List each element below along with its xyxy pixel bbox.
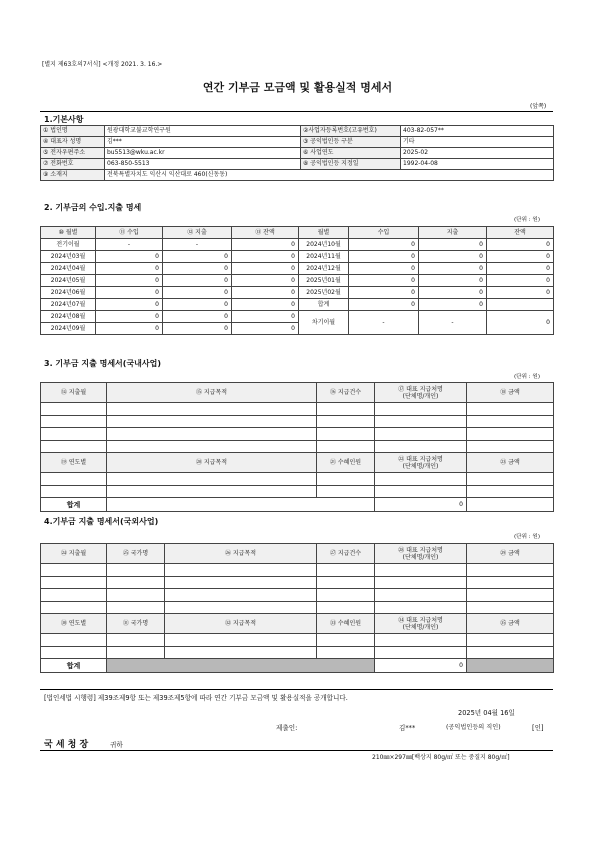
empty-cell [375,485,467,498]
income-expense-header: ⑩ 월별 [41,227,96,239]
table-row [41,646,554,659]
column-header: ㉙ 금액 [467,544,554,564]
empty-cell [467,576,554,589]
table-row [41,263,554,275]
empty-cell [165,646,317,659]
value-biz-year: 2025-02 [401,148,554,159]
empty-cell [317,403,375,416]
column-header: ⑮ 지급목적 [107,383,317,403]
right-cell: 0 [419,239,487,251]
table-row [41,299,554,311]
column-header: ⑭ 지출월 [41,383,107,403]
empty-cell [165,589,317,602]
total-label: 합계 [41,659,107,673]
section4-unit: (단위 : 원) [514,534,541,540]
table-row [41,564,554,577]
table-row [41,403,554,416]
empty-cell [317,428,375,441]
left-cell: 0 [232,311,299,323]
income-expense-header: 수입 [349,227,419,239]
section3-title: 3. 기부금 지출 명세서(국내사업) [44,359,162,368]
column-header: ⑯ 지급건수 [317,383,375,403]
empty-cell [165,576,317,589]
empty-cell [41,415,107,428]
empty-cell [41,473,107,486]
header-row [41,544,554,564]
empty-cell [375,601,467,614]
empty-cell [107,634,165,647]
total-row [41,498,554,512]
empty-cell [375,428,467,441]
right-cell: 2024년12월 [299,263,349,275]
empty-cell [467,485,554,498]
left-cell: 0 [96,287,163,299]
empty-cell [41,601,107,614]
column-header: ㉑ 수혜인원 [317,453,375,473]
right-cell: 0 [487,287,554,299]
left-cell: 0 [96,251,163,263]
column-header: ㉒ 대표 지급처명 (단체명/개인) [375,453,467,473]
right-cell: 0 [487,239,554,251]
column-header: ⑰ 대표 지급처명 (단체명/개인) [375,383,467,403]
income-expense-header: ⑬ 잔액 [232,227,299,239]
left-cell: 2024년08월 [41,311,96,323]
value-biz-no: 403-82-057** [401,126,554,137]
income-expense-table [40,226,554,335]
empty-cell [467,601,554,614]
right-cell: 0 [419,251,487,263]
left-cell: 2024년09월 [41,323,96,335]
left-cell: 0 [96,311,163,323]
empty-cell [375,576,467,589]
left-cell: 0 [163,311,232,323]
law-statement: [법인세법 시행령] 제39조제9항 또는 제39조제5항에 따라 연간 기부금 모금액 및 활용실적을 공개합니다. [44,694,348,702]
value-email: bu5513@wku.ac.kr [105,148,301,159]
empty-cell [41,485,107,498]
section2-title: 2. 기부금의 수입.지출 명세 [44,203,142,212]
table-row [41,634,554,647]
seal-mark: [인] [532,724,544,732]
right-cell: 0 [487,275,554,287]
table-row [41,251,554,263]
form-reference: [별지 제63호의7서식] <개정 2021. 3. 16.> [42,61,163,68]
table-row [41,576,554,589]
left-cell: 0 [96,263,163,275]
empty-cell [467,646,554,659]
empty-cell [107,473,317,486]
submission-date: 2025년 04월 16일 [458,709,515,717]
total-filler [107,498,375,512]
left-cell: 0 [232,275,299,287]
section4-title: 4.기부금 지출 명세서(국외사업) [44,517,159,526]
empty-cell [375,634,467,647]
left-cell: 0 [96,323,163,335]
overseas-expense-table [40,543,554,673]
total-label: 합계 [41,498,107,512]
right-cell: 0 [349,239,419,251]
value-designation-date: 1992-04-08 [401,159,554,170]
total-row [41,659,554,673]
left-cell: 0 [232,263,299,275]
value-corp-type: 기타 [401,137,554,148]
left-cell: 0 [232,239,299,251]
right-cell: 0 [349,275,419,287]
empty-cell [467,634,554,647]
total-filler [467,659,554,673]
column-header: ㉚ 연도별 [41,614,107,634]
column-header: ㉞ 대표 지급처명 (단체명/개인) [375,614,467,634]
left-cell: 2024년04월 [41,263,96,275]
empty-cell [107,576,165,589]
domestic-expense-table [40,382,554,512]
empty-cell [375,646,467,659]
column-header: ⑲ 연도별 [41,453,107,473]
left-cell: 2024년06월 [41,287,96,299]
empty-cell [107,403,317,416]
empty-cell [467,440,554,453]
table-row [41,473,554,486]
empty-cell [107,601,165,614]
left-cell: 0 [232,299,299,311]
label-phone: ⑦ 전화번호 [41,159,105,170]
left-cell: 0 [163,287,232,299]
left-cell: 0 [232,251,299,263]
column-header: ㉟ 금액 [467,614,554,634]
table-row [41,239,554,251]
empty-cell [317,440,375,453]
empty-cell [317,485,375,498]
total-count: 0 [375,659,467,673]
empty-cell [467,473,554,486]
empty-cell [41,440,107,453]
label-email: ⑤ 전자우편주소 [41,148,105,159]
section3-unit: (단위 : 원) [514,374,541,380]
empty-cell [317,601,375,614]
right-cell: 0 [419,287,487,299]
table-row [41,415,554,428]
addressee-suffix: 귀하 [110,741,123,749]
label-corp-name: ① 법인명 [41,126,105,137]
column-header: ⑳ 지급목적 [107,453,317,473]
left-cell: 0 [163,323,232,335]
empty-cell [467,564,554,577]
right-cell: 2024년10월 [299,239,349,251]
submitter-label: 제출인: [276,724,298,732]
left-cell: 0 [163,275,232,287]
left-cell: 0 [96,299,163,311]
label-biz-no: ②사업자등록번호(고유번호) [301,126,401,137]
carry-over-cell: - [419,311,487,335]
empty-cell [375,440,467,453]
carry-over-cell: 차기이월 [299,311,349,335]
empty-cell [317,634,375,647]
section1-title: 1.기본사항 [44,115,84,124]
value-corp-name: 원광대학교불교학연구원 [105,126,301,137]
header-row [41,383,554,403]
table-row [41,428,554,441]
empty-cell [41,576,107,589]
carry-over-cell: - [349,311,419,335]
right-cell: 0 [487,251,554,263]
total-filler [107,659,375,673]
section2-unit: (단위 : 원) [514,217,541,223]
empty-cell [317,564,375,577]
label-address: ⑨ 소재지 [41,170,105,181]
empty-cell [107,440,317,453]
value-rep-name: 김*** [105,137,301,148]
total-count: 0 [375,498,467,512]
right-cell: 0 [419,275,487,287]
table-row [41,589,554,602]
empty-cell [107,428,317,441]
header-row [41,614,554,634]
empty-cell [107,589,165,602]
label-designation-date: ⑧ 공익법인등 지정일 [301,159,401,170]
header-row [41,453,554,473]
right-cell: 0 [349,287,419,299]
left-cell: - [163,239,232,251]
column-header: ㉜ 지급목적 [165,614,317,634]
column-header: ㉓ 금액 [467,453,554,473]
table-row [41,287,554,299]
total-filler [467,498,554,512]
empty-cell [41,403,107,416]
left-cell: 0 [163,299,232,311]
left-cell: 2024년05월 [41,275,96,287]
income-expense-header: 월별 [299,227,349,239]
right-cell: 2025년02월 [299,287,349,299]
left-cell: - [96,239,163,251]
right-cell: 0 [419,263,487,275]
empty-cell [375,415,467,428]
empty-cell [375,589,467,602]
value-phone: 063-850-5513 [105,159,301,170]
left-cell: 0 [163,251,232,263]
table-row [41,601,554,614]
right-cell [487,299,554,311]
right-cell: 0 [349,299,419,311]
column-header: ㉗ 지급건수 [317,544,375,564]
document-title: 연간 기부금 모금액 및 활용실적 명세서 [202,81,393,94]
bottom-rule [40,750,553,751]
table-row [41,275,554,287]
empty-cell [41,564,107,577]
paper-spec: 210㎜×297㎜[백상지 80g/㎡ 또는 중질지 80g/㎡] [372,754,510,761]
right-cell: 2025년01월 [299,275,349,287]
right-cell: 0 [487,263,554,275]
left-cell: 0 [232,287,299,299]
empty-cell [317,589,375,602]
footer-rule [40,689,553,690]
right-cell: 합계 [299,299,349,311]
column-header: ㉖ 지급목적 [165,544,317,564]
empty-cell [107,646,165,659]
empty-cell [375,473,467,486]
label-rep-name: ④ 대표자 성명 [41,137,105,148]
empty-cell [317,576,375,589]
section1-top-rule [40,111,553,112]
empty-cell [467,428,554,441]
empty-cell [41,646,107,659]
carry-over-cell: 0 [487,311,554,335]
right-cell: 0 [349,263,419,275]
column-header: ㉕ 국가명 [107,544,165,564]
basic-info-table [40,125,554,181]
column-header: ⑱ 금액 [467,383,554,403]
table-row [41,485,554,498]
left-cell: 0 [163,263,232,275]
empty-cell [467,415,554,428]
empty-cell [165,601,317,614]
income-expense-header: ⑪ 수입 [96,227,163,239]
empty-cell [165,564,317,577]
addressee: 국 세 청 장 [44,740,89,750]
empty-cell [41,634,107,647]
column-header: ㉝ 수혜인원 [317,614,375,634]
empty-cell [467,589,554,602]
income-expense-header: 지출 [419,227,487,239]
empty-cell [165,634,317,647]
left-cell: 2024년07월 [41,299,96,311]
left-cell: 0 [232,323,299,335]
income-expense-header: ⑫ 지출 [163,227,232,239]
empty-cell [41,589,107,602]
label-corp-type: ③ 공익법인등 구분 [301,137,401,148]
empty-cell [317,646,375,659]
right-cell: 0 [419,299,487,311]
submitter-note: (공익법인등의 직인) [446,724,501,731]
empty-cell [317,473,375,486]
table-row [41,311,554,323]
front-page-note: (앞쪽) [530,103,547,110]
empty-cell [107,485,317,498]
empty-cell [107,415,317,428]
empty-cell [107,564,165,577]
column-header: ㉘ 대표 지급처명 (단체명/개인) [375,544,467,564]
empty-cell [41,428,107,441]
right-cell: 0 [349,251,419,263]
empty-cell [375,564,467,577]
value-address: 전북특별자치도 익산시 익산대로 460(신동동) [105,170,554,181]
table-row [41,440,554,453]
left-cell: 2024년03월 [41,251,96,263]
submitter-name: 김*** [399,724,416,732]
empty-cell [317,415,375,428]
label-biz-year: ⑥ 사업연도 [301,148,401,159]
left-cell: 0 [96,275,163,287]
column-header: ㉛ 국가명 [107,614,165,634]
left-cell: 전기이월 [41,239,96,251]
empty-cell [467,403,554,416]
column-header: ㉔ 지출월 [41,544,107,564]
empty-cell [375,403,467,416]
income-expense-header: 잔액 [487,227,554,239]
right-cell: 2024년11월 [299,251,349,263]
